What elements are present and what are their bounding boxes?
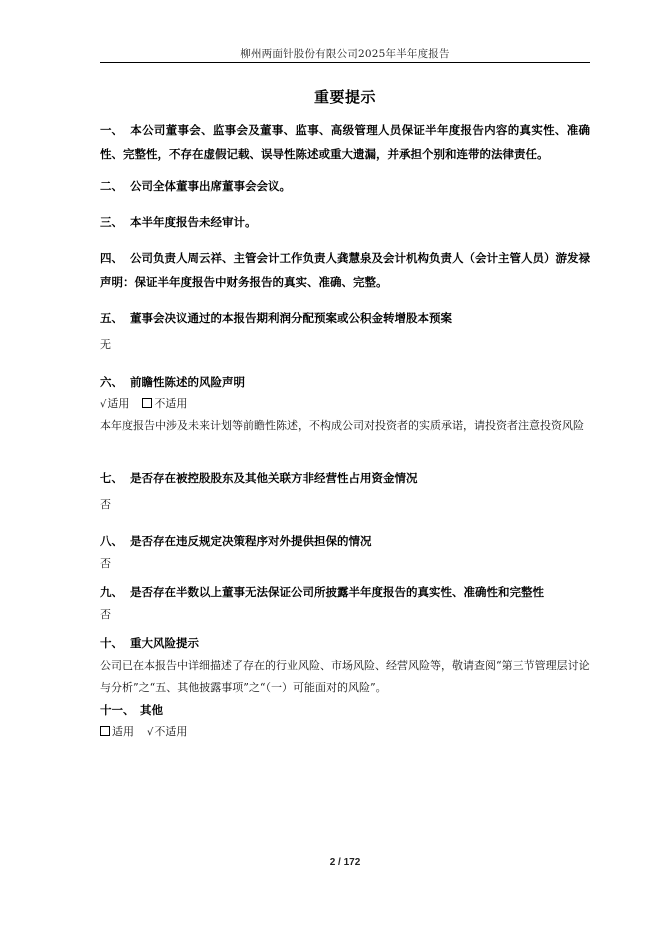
applicable-option: 适用 [107, 397, 130, 410]
item-number: 三、 [100, 215, 123, 229]
not-applicable-option: 不适用 [154, 725, 188, 738]
item-number: 四、 [100, 251, 123, 265]
empty-checkbox-icon [142, 398, 152, 408]
item-number: 十、 [100, 636, 123, 650]
item-number: 二、 [100, 179, 123, 193]
notice-item-3 [100, 210, 590, 234]
applicable-option: 适用 [112, 725, 134, 738]
item-number: 五、 [100, 311, 123, 325]
item-heading: 公司全体董事出席董事会会议。 [130, 179, 291, 193]
notice-item-4 [100, 246, 590, 294]
page-title: 重要提示 [313, 88, 376, 106]
notice-item-1 [100, 118, 590, 166]
applicability-options [100, 722, 590, 743]
notice-item-5 [100, 306, 590, 356]
item-heading: 其他 [140, 703, 163, 717]
item-body: 否 [100, 557, 111, 570]
item-heading: 重大风险提示 [130, 636, 199, 650]
item-heading: 董事会决议通过的本报告期利润分配预案或公积金转增股本预案 [130, 311, 452, 325]
notice-item-9 [100, 580, 590, 626]
item-body: 无 [100, 338, 111, 351]
item-body: 本年度报告中涉及未来计划等前瞻性陈述，不构成公司对投资者的实质承诺，请投资者注意投资风险 [100, 419, 584, 432]
notice-item-7 [100, 466, 590, 516]
item-heading: 前瞻性陈述的风险声明 [130, 375, 245, 389]
item-number: 十一、 [100, 703, 135, 717]
checkmark-icon: √ [100, 399, 107, 410]
item-heading: 是否存在被控股股东及其他关联方非经营性占用资金情况 [130, 471, 418, 485]
header-divider [100, 62, 590, 63]
item-number: 九、 [100, 585, 123, 599]
item-body: 否 [100, 498, 111, 511]
notice-item-10 [100, 631, 590, 699]
item-heading: 公司负责人周云祥、主管会计工作负责人龚慧泉及会计机构负责人（会计主管人员）游发禄声明：保证半年度报告中财务报告的真实、准确、完整。 [100, 251, 590, 289]
notice-item-11 [100, 698, 590, 743]
item-body: 否 [100, 608, 111, 621]
checkmark-icon: √ [147, 727, 154, 738]
item-number: 七、 [100, 471, 123, 485]
item-number: 八、 [100, 534, 123, 548]
page-header: 柳州两面针股份有限公司2025年半年度报告 [240, 48, 450, 60]
item-heading: 是否存在半数以上董事无法保证公司所披露半年度报告的真实性、准确性和完整性 [130, 585, 544, 599]
page-number: 2 / 172 [329, 857, 361, 868]
notice-item-2 [100, 174, 590, 198]
item-number: 六、 [100, 375, 123, 389]
item-body: 公司已在本报告中详细描述了存在的行业风险、市场风险、经营风险等，敬请查阅“第三节管理层讨论与分析”之“五、其他披露事项”之“（一）可能面对的风险”。 [100, 659, 590, 694]
notice-item-8 [100, 529, 590, 575]
item-heading: 本公司董事会、监事会及董事、监事、高级管理人员保证半年度报告内容的真实性、准确性、完整性，不存在虚假记载、误导性陈述或重大遗漏，并承担个别和连带的法律责任。 [100, 123, 590, 161]
empty-checkbox-icon [100, 726, 110, 736]
notice-item-6 [100, 370, 590, 437]
not-applicable-option: 不适用 [154, 397, 188, 410]
item-heading: 本半年度报告未经审计。 [130, 215, 257, 229]
item-heading: 是否存在违反规定决策程序对外提供担保的情况 [130, 534, 372, 548]
item-number: 一、 [100, 123, 123, 137]
applicability-options [100, 394, 590, 415]
